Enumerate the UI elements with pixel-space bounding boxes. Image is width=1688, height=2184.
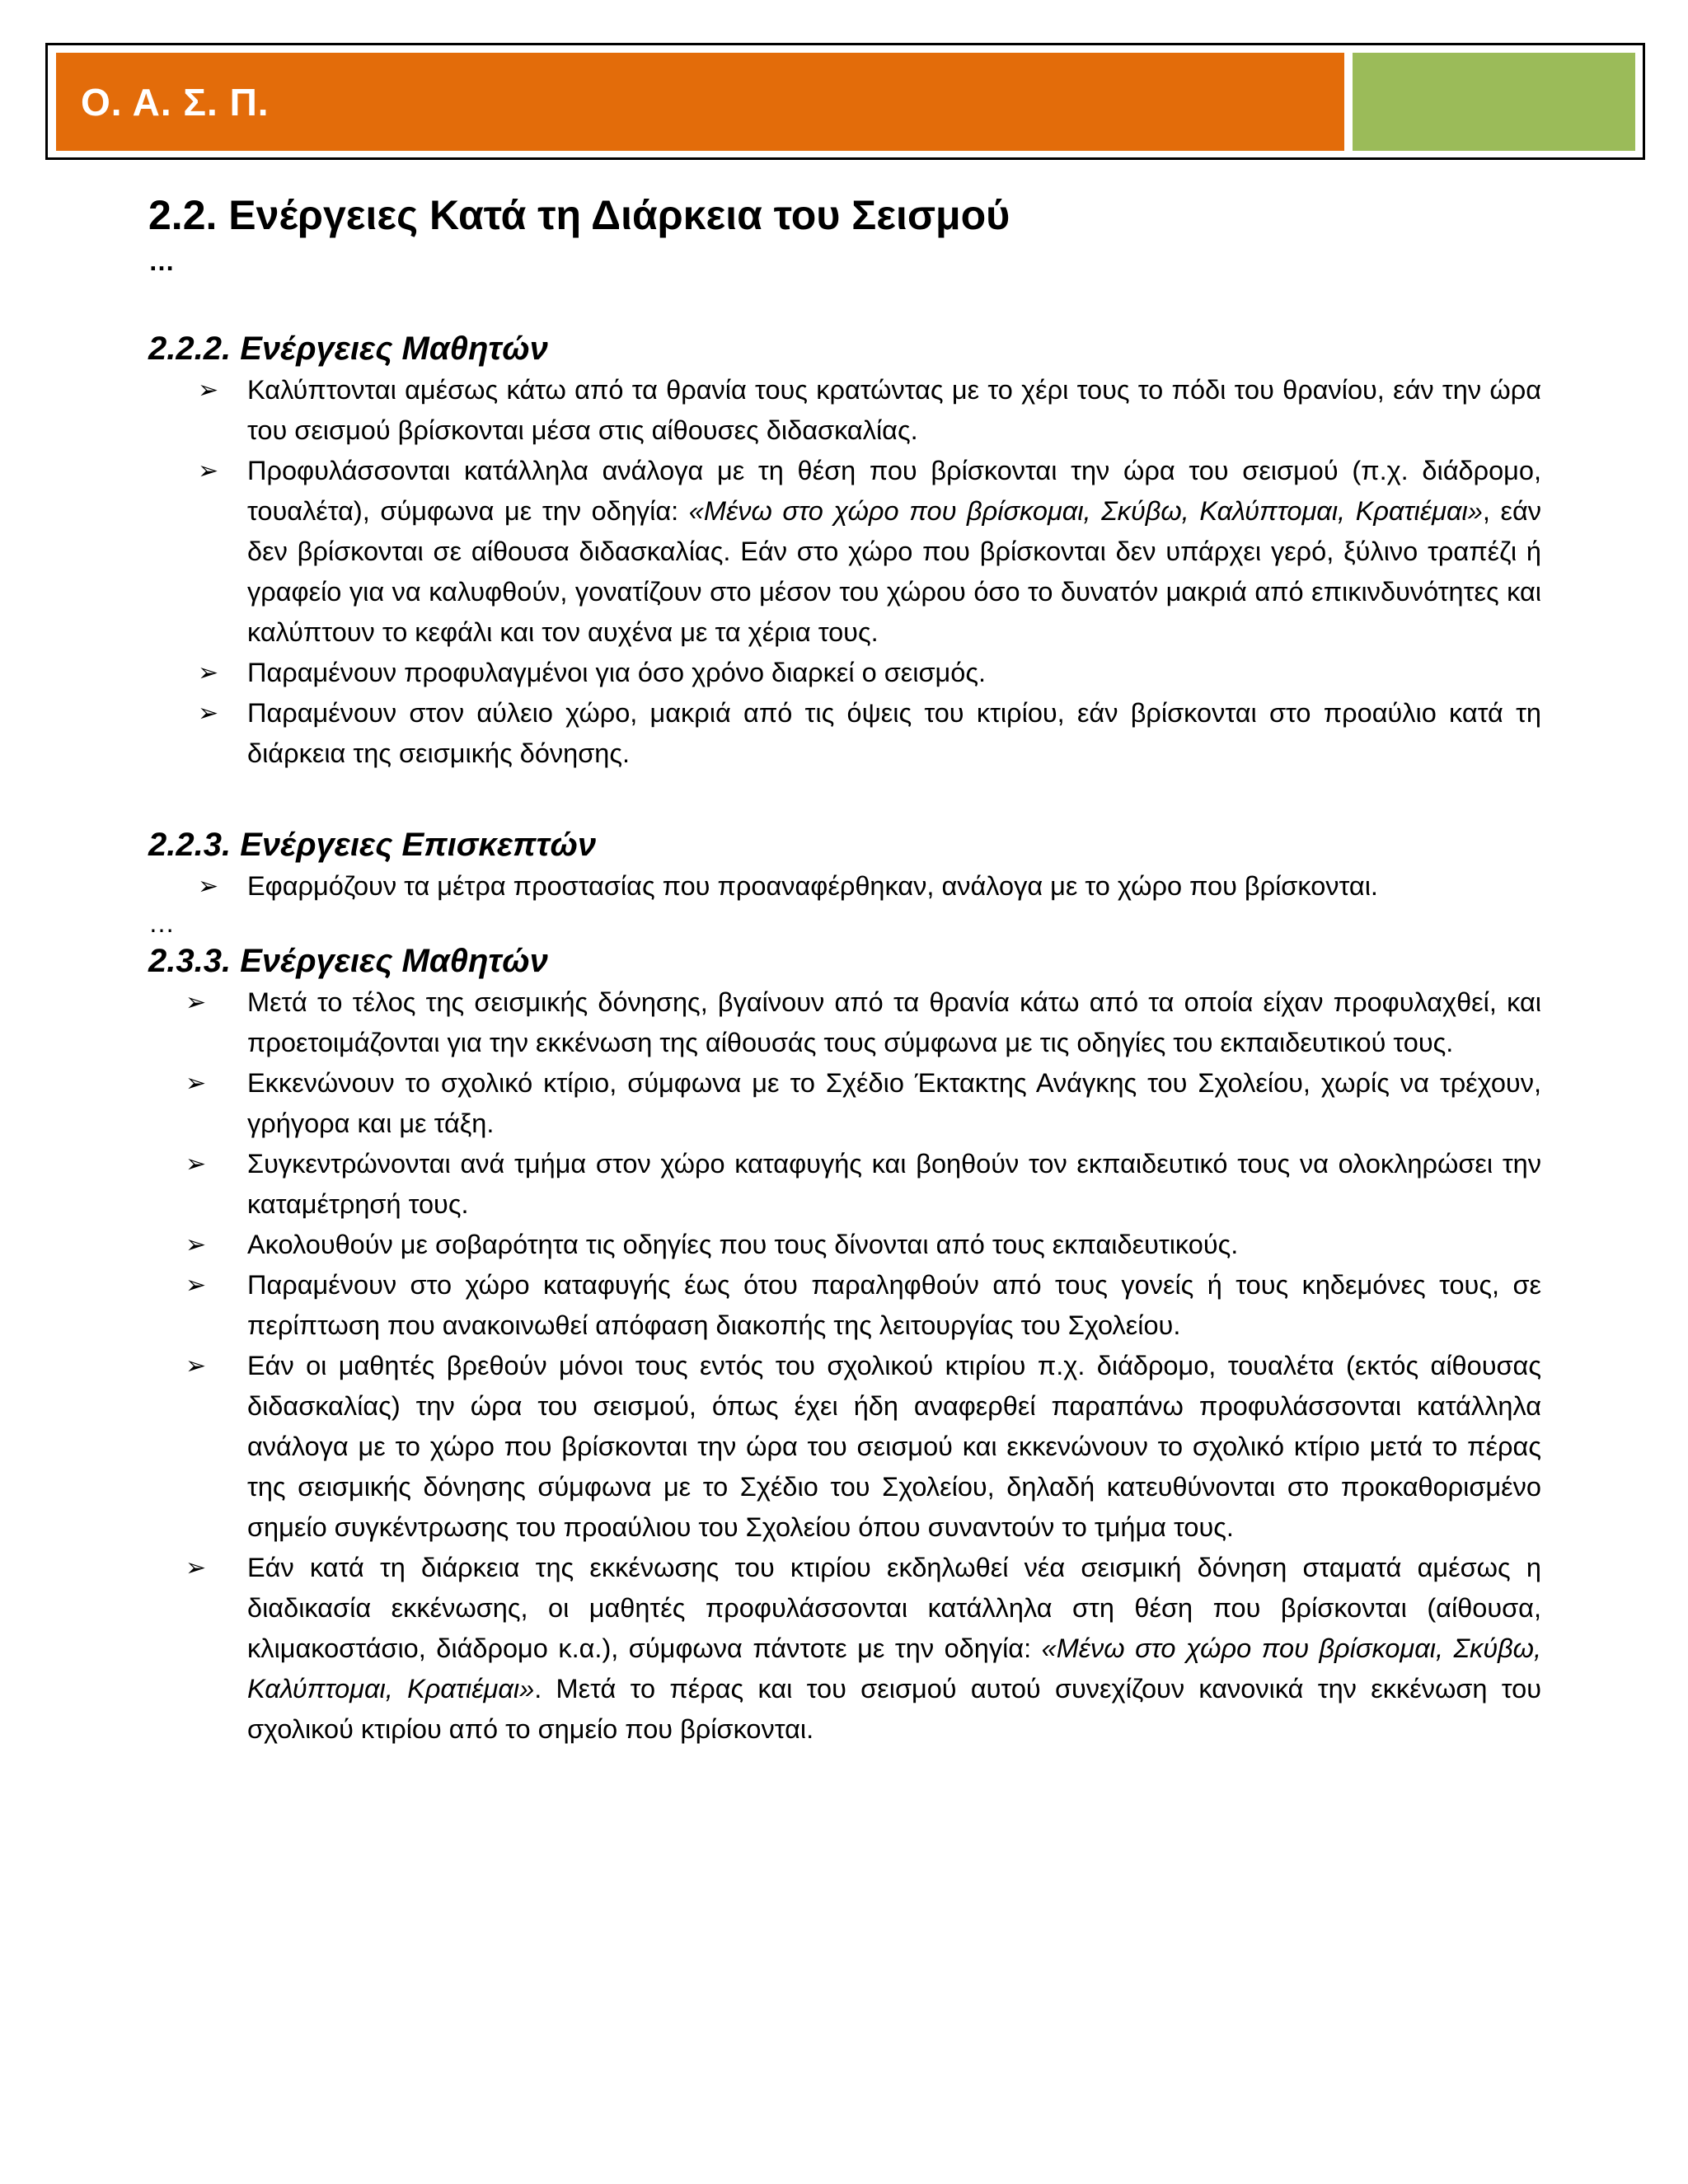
list-item-text: Συγκεντρώνονται ανά τμήμα στον χώρο καταφυγής και βοηθούν τον εκπαιδευτικό τους να ολοκληρώσει την καταμέτρησή τους. bbox=[247, 1149, 1541, 1219]
header-green-block bbox=[1353, 53, 1635, 151]
list-item bbox=[148, 1346, 1541, 1548]
list-item-text: Ακολουθούν με σοβαρότητα τις οδηγίες που τους δίνονται από τους εκπαιδευτικούς. bbox=[247, 1230, 1239, 1259]
instruction-quote: «Μένω στο χώρο που βρίσκομαι, Σκύβω, Καλύπτομαι, Κρατιέμαι» bbox=[247, 1633, 1541, 1704]
omission-marker: … bbox=[148, 246, 175, 276]
section-title-2-2-3: 2.2.3. Ενέργειες Επισκεπτών bbox=[148, 827, 597, 863]
arrow-bullet-icon: ➢ bbox=[185, 989, 207, 1016]
list-2-2-3 bbox=[148, 866, 1541, 907]
arrow-bullet-icon: ➢ bbox=[185, 1231, 207, 1258]
arrow-bullet-icon: ➢ bbox=[185, 1554, 207, 1582]
document-body bbox=[148, 169, 1541, 1750]
arrow-bullet-icon: ➢ bbox=[198, 457, 219, 485]
arrow-bullet-icon: ➢ bbox=[198, 377, 219, 404]
arrow-bullet-icon: ➢ bbox=[185, 1151, 207, 1178]
arrow-bullet-icon: ➢ bbox=[185, 1352, 207, 1380]
list-2-2-2 bbox=[148, 370, 1541, 774]
list-item-text: Εάν κατά τη διάρκεια της εκκένωσης του κτιρίου εκδηλωθεί νέα σεισμική δόνηση σταματά αμέσως η διαδικασία εκκένωσης, οι μαθητές προφυλάσσονται κατάλληλα στη θέση που βρίσκονται (αίθουσα, κλιμακοστάσιο, διάδρομο κ.α.), σύμφωνα πάντοτε με την οδηγία: bbox=[247, 1553, 1541, 1663]
list-item-text: Παραμένουν στον αύλειο χώρο, μακριά από τις όψεις του κτιρίου, εάν βρίσκονται στο προαύλιο κατά τη διάρκεια της σεισμικής δόνησης. bbox=[247, 698, 1541, 768]
list-item-text: Προφυλάσσονται κατάλληλα ανάλογα με τη θέση που βρίσκονται την ώρα του σεισμού (π.χ. διάδρομο, τουαλέτα), σύμφωνα με την οδηγία: bbox=[247, 456, 1541, 526]
list-item bbox=[148, 653, 1541, 693]
header-orange-bar bbox=[56, 53, 1344, 151]
instruction-quote: «Μένω στο χώρο που βρίσκομαι, Σκύβω, Καλύπτομαι, Κρατιέμαι» bbox=[688, 496, 1483, 526]
list-item bbox=[148, 1225, 1541, 1265]
list-2-3-3 bbox=[148, 982, 1541, 1750]
list-item bbox=[148, 1265, 1541, 1346]
list-item bbox=[148, 1144, 1541, 1225]
list-item bbox=[148, 370, 1541, 451]
list-item bbox=[148, 982, 1541, 1063]
list-item-text: Εάν οι μαθητές βρεθούν μόνοι τους εντός του σχολικού κτιρίου π.χ. διάδρομο, τουαλέτα (εκτός αίθουσας διδασκαλίας) την ώρα του σεισμού, όπως έχει ήδη αναφερθεί παραπάνω προφυλάσσονται κατάλληλα ανάλογα με το χώρο που βρίσκονται την ώρα του σεισμού και εκκενώνουν το σχολικό κτίριο μετά το πέρας της σεισμικής δόνησης σύμφωνα με το Σχέδιο του Σχολείου, δηλαδή κατευθύνονται στο προκαθορισμένο σημείο συγκέντρωσης του προαύλιου του Σχολείου όπου συναντούν το τμήμα τους. bbox=[247, 1351, 1541, 1542]
list-item bbox=[148, 1063, 1541, 1144]
arrow-bullet-icon: ➢ bbox=[185, 1272, 207, 1299]
section-title-2-2-2: 2.2.2. Ενέργειες Μαθητών bbox=[148, 330, 548, 367]
header-banner bbox=[45, 43, 1645, 160]
list-item-text: Μετά το τέλος της σεισμικής δόνησης, βγαίνουν από τα θρανία κάτω από τα οποία είχαν προφυλαχθεί, και προετοιμάζονται για την εκκένωση της αίθουσάς τους σύμφωνα με τις οδηγίες του εκπαιδευτικού τους. bbox=[247, 987, 1541, 1057]
list-item-text: . Μετά το πέρας και του σεισμού αυτού συνεχίζουν κανονικά την εκκένωση του σχολικού κτιρίου από το σημείο που βρίσκονται. bbox=[247, 1674, 1541, 1744]
list-item-text: , εάν δεν βρίσκονται σε αίθουσα διδασκαλίας. Εάν στο χώρο που βρίσκονται δεν υπάρχει γερό, ξύλινο τραπέζι ή γραφείο για να καλυφθούν, γονατίζουν στο μέσον του χώρου όσο το δυνατόν μακριά από επικινδυνότητες και καλύπτουν το κεφάλι και τον αυχένα με τα χέρια τους. bbox=[247, 496, 1541, 647]
arrow-bullet-icon: ➢ bbox=[198, 659, 219, 687]
list-item bbox=[148, 693, 1541, 774]
section-title-2-2: 2.2. Ενέργειες Κατά τη Διάρκεια του Σεισμού bbox=[148, 192, 1010, 238]
arrow-bullet-icon: ➢ bbox=[198, 700, 219, 727]
list-item-text: Εφαρμόζουν τα μέτρα προστασίας που προαναφέρθηκαν, ανάλογα με το χώρο που βρίσκονται. bbox=[247, 871, 1378, 901]
arrow-bullet-icon: ➢ bbox=[185, 1070, 207, 1097]
omission-marker: … bbox=[148, 908, 175, 938]
organization-title: Ο. Α. Σ. Π. bbox=[81, 80, 270, 124]
list-item-text: Παραμένουν στο χώρο καταφυγής έως ότου παραληφθούν από τους γονείς ή τους κηδεμόνες τους, σε περίπτωση που ανακοινωθεί απόφαση διακοπής της λειτουργίας του Σχολείου. bbox=[247, 1270, 1541, 1340]
list-item bbox=[148, 451, 1541, 653]
list-item-text: Καλύπτονται αμέσως κάτω από τα θρανία τους κρατώντας με το χέρι τους το πόδι του θρανίου, εάν την ώρα του σεισμού βρίσκονται μέσα στις αίθουσες διδασκαλίας. bbox=[247, 375, 1541, 445]
list-item-text: Παραμένουν προφυλαγμένοι για όσο χρόνο διαρκεί ο σεισμός. bbox=[247, 658, 987, 687]
arrow-bullet-icon: ➢ bbox=[198, 873, 219, 900]
section-title-2-3-3: 2.3.3. Ενέργειες Μαθητών bbox=[148, 943, 548, 979]
list-item-text: Εκκενώνουν το σχολικό κτίριο, σύμφωνα με το Σχέδιο Έκτακτης Ανάγκης του Σχολείου, χωρίς να τρέχουν, γρήγορα και με τάξη. bbox=[247, 1068, 1541, 1138]
list-item bbox=[148, 1548, 1541, 1750]
list-item bbox=[148, 866, 1541, 907]
